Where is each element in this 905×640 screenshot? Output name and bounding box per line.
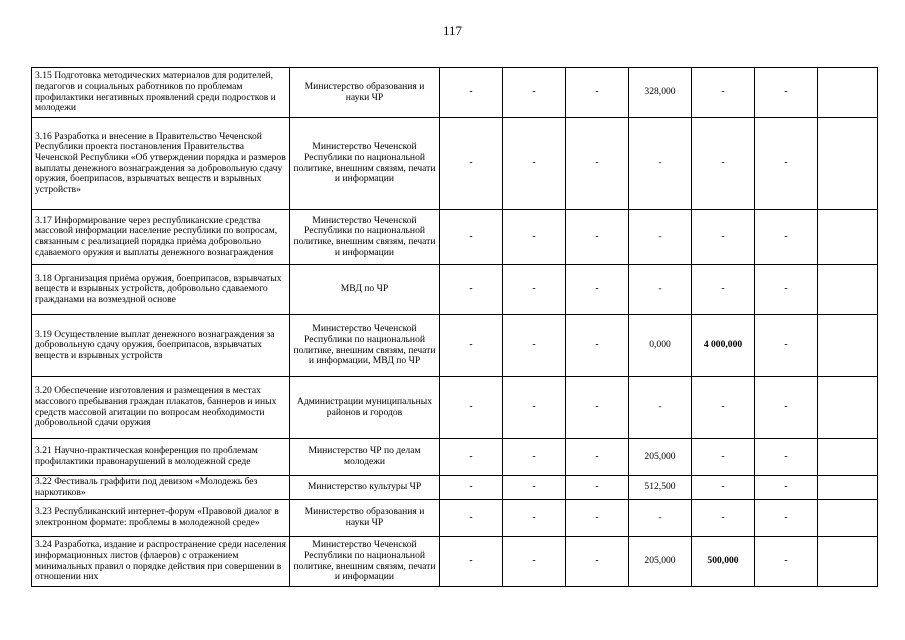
executor-cell: Министерство Чеченской Республики по национальной политике, внешним связям, печати и информации [290, 118, 440, 210]
measures-table [31, 67, 878, 587]
measure-description: 3.20 Обеспечение изготовления и размещения в местах массового пребывания граждан плакатов, баннеров и иных средств массовой агитации по вопросам необходимости добровольной сдачи оружия [32, 377, 290, 439]
table-row [32, 476, 878, 500]
value-cell-3: - [566, 210, 629, 265]
value-cell-2: - [503, 315, 566, 377]
value-cell-6: - [755, 377, 818, 439]
value-cell-3: - [566, 377, 629, 439]
page-number: 117 [442, 23, 463, 38]
executor-cell: Министерство Чеченской Республики по национальной политике, внешним связям, печати и информации, МВД по ЧР [290, 315, 440, 377]
value-cell-6: - [755, 439, 818, 476]
value-cell-3: - [566, 118, 629, 210]
table-row [32, 210, 878, 265]
value-cell-5: - [692, 377, 755, 439]
value-cell-6: - [755, 210, 818, 265]
table-body [32, 68, 878, 587]
measure-description: 3.17 Информирование через республиканские средства массовой информации население республики по вопросам, связанным с реализацией порядка приёма добровольно сдаваемого оружия и выплаты денежного вознаграждения [32, 210, 290, 265]
measure-description: 3.21 Научно-практическая конференция по проблемам профилактики правонарушений в молодежной среде [32, 439, 290, 476]
value-cell-3: - [566, 265, 629, 315]
value-cell-2: - [503, 118, 566, 210]
value-cell-1: - [440, 118, 503, 210]
value-cell-1: - [440, 537, 503, 587]
value-cell-7 [818, 500, 878, 537]
value-cell-2: - [503, 476, 566, 500]
table-row [32, 500, 878, 537]
value-cell-7 [818, 439, 878, 476]
value-cell-4: - [629, 118, 692, 210]
value-cell-2: - [503, 210, 566, 265]
value-cell-5: 500,000 [692, 537, 755, 587]
value-cell-3: - [566, 537, 629, 587]
value-cell-7 [818, 315, 878, 377]
value-cell-1: - [440, 68, 503, 118]
executor-cell: Министерство культуры ЧР [290, 476, 440, 500]
measure-description: 3.15 Подготовка методических материалов для родителей, педагогов и социальных работников по проблемам профилактики негативных проявлений среди подростков и молодежи [32, 68, 290, 118]
value-cell-4: - [629, 265, 692, 315]
value-cell-7 [818, 118, 878, 210]
table-row [32, 265, 878, 315]
value-cell-4: - [629, 500, 692, 537]
value-cell-5: - [692, 500, 755, 537]
value-cell-1: - [440, 315, 503, 377]
value-cell-1: - [440, 476, 503, 500]
table-row [32, 118, 878, 210]
measure-description: 3.19 Осуществление выплат денежного вознаграждения за добровольную сдачу оружия, боеприпасов, взрывчатых веществ и взрывных устройств [32, 315, 290, 377]
executor-cell: Министерство ЧР по делам молодежи [290, 439, 440, 476]
executor-cell: Министерство Чеченской Республики по национальной политике, внешним связям, печати и информации [290, 537, 440, 587]
measure-description: 3.18 Организация приёма оружия, боеприпасов, взрывчатых веществ и взрывных устройств, добровольно сдаваемого гражданами на возмездной основе [32, 265, 290, 315]
value-cell-6: - [755, 265, 818, 315]
value-cell-4: 328,000 [629, 68, 692, 118]
value-cell-5: - [692, 68, 755, 118]
value-cell-5: - [692, 210, 755, 265]
table-row [32, 537, 878, 587]
table-row [32, 377, 878, 439]
executor-cell: Министерство образования и науки ЧР [290, 68, 440, 118]
value-cell-3: - [566, 439, 629, 476]
value-cell-5: 4 000,000 [692, 315, 755, 377]
value-cell-3: - [566, 500, 629, 537]
value-cell-2: - [503, 439, 566, 476]
value-cell-5: - [692, 439, 755, 476]
value-cell-2: - [503, 265, 566, 315]
value-cell-5: - [692, 476, 755, 500]
value-cell-6: - [755, 500, 818, 537]
measure-description: 3.24 Разработка, издание и распространение среди населения информационных листов (флаеров) с отражением минимальных правил о порядке действия при совершении в отношении них [32, 537, 290, 587]
value-cell-4: 512,500 [629, 476, 692, 500]
table-row [32, 315, 878, 377]
value-cell-3: - [566, 476, 629, 500]
value-cell-2: - [503, 377, 566, 439]
value-cell-7 [818, 476, 878, 500]
executor-cell: Администрации муниципальных районов и городов [290, 377, 440, 439]
value-cell-4: 205,000 [629, 439, 692, 476]
value-cell-7 [818, 68, 878, 118]
value-cell-4: 0,000 [629, 315, 692, 377]
value-cell-7 [818, 265, 878, 315]
value-cell-6: - [755, 68, 818, 118]
value-cell-3: - [566, 68, 629, 118]
value-cell-2: - [503, 537, 566, 587]
value-cell-5: - [692, 118, 755, 210]
value-cell-7 [818, 210, 878, 265]
executor-cell: МВД по ЧР [290, 265, 440, 315]
measure-description: 3.16 Разработка и внесение в Правительство Чеченской Республики проекта постановления Правительства Чеченской Республики «Об утверждении порядка и размеров выплаты денежного вознаграждения за добровольную сдачу оружия, боеприпасов, взрывчатых веществ и взрывных устройств» [32, 118, 290, 210]
value-cell-3: - [566, 315, 629, 377]
value-cell-7 [818, 377, 878, 439]
value-cell-1: - [440, 439, 503, 476]
value-cell-5: - [692, 265, 755, 315]
value-cell-2: - [503, 500, 566, 537]
executor-cell: Министерство образования и науки ЧР [290, 500, 440, 537]
value-cell-2: - [503, 68, 566, 118]
value-cell-6: - [755, 118, 818, 210]
value-cell-1: - [440, 500, 503, 537]
value-cell-1: - [440, 210, 503, 265]
value-cell-4: - [629, 377, 692, 439]
value-cell-4: 205,000 [629, 537, 692, 587]
value-cell-6: - [755, 537, 818, 587]
value-cell-6: - [755, 315, 818, 377]
value-cell-1: - [440, 265, 503, 315]
value-cell-7 [818, 537, 878, 587]
table-row [32, 68, 878, 118]
executor-cell: Министерство Чеченской Республики по национальной политике, внешним связям, печати и информации [290, 210, 440, 265]
measure-description: 3.22 Фестиваль граффити под девизом «Молодежь без наркотиков» [32, 476, 290, 500]
value-cell-6: - [755, 476, 818, 500]
value-cell-1: - [440, 377, 503, 439]
value-cell-4: - [629, 210, 692, 265]
measure-description: 3.23 Республиканский интернет-форум «Правовой диалог в электронном формате: проблемы в молодежной среде» [32, 500, 290, 537]
table-row [32, 439, 878, 476]
